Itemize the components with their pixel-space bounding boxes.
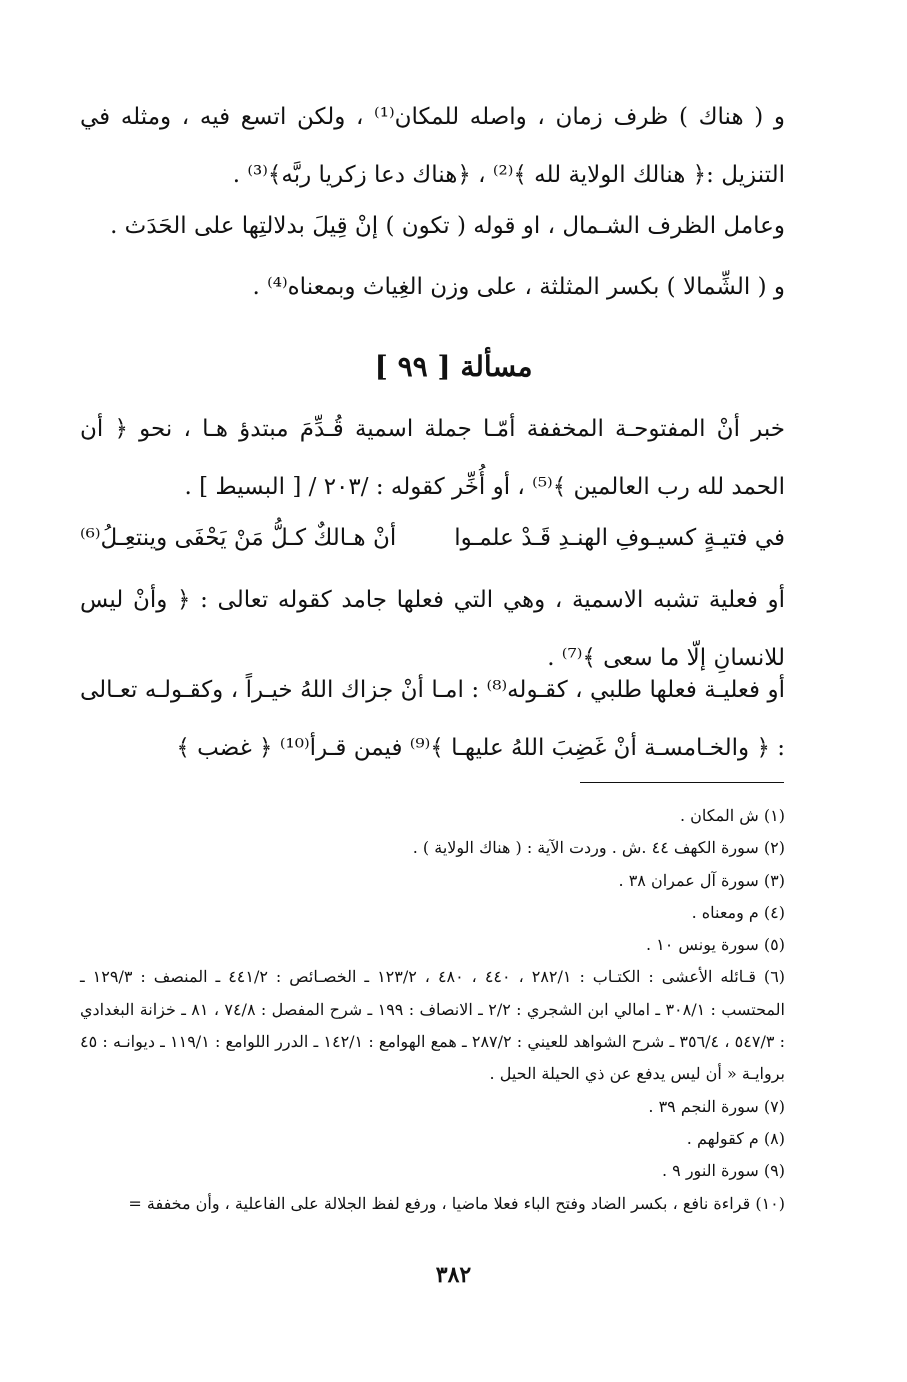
- paragraph-khabar-an: خبر أنْ المفتوحـة المخففة أمّـا جملة اسمية قُـدِّمَ مبتدؤ هـا ، نحو ﴿ أن الحمد لله رب العالمين ﴾⁽⁵⁾ ، أو أُخِّر كقوله : /٢٠٣ / [ البسيط ] .: [80, 416, 785, 500]
- footnote-10: (١٠) قراءة نافع ، بكسر الضاد وفتح الباء فعلا ماضيا ، ورفع لفظ الجلالة على الفاعلية ، وأن مخففة =: [128, 1193, 785, 1213]
- footnote-1: (١) ش المكان .: [680, 806, 785, 825]
- paragraph-hunak: و ( هناك ) ظرف زمان ، واصله للمكان⁽¹⁾ ، ولكن اتسع فيه ، ومثله في التنزيل :﴿ هنالك الولاية لله ﴾⁽²⁾ ، ﴿هناك دعا زكريا ربَّه﴾⁽³⁾ .: [80, 104, 785, 188]
- paragraph-zarf-amil: وعامل الظرف الشـمال ، او قوله ( تكون ) إنْ قِيلَ بدلالتِها على الحَدَث .: [110, 213, 785, 239]
- paragraph-filiya-jamid: أو فعلية تشبه الاسمية ، وهي التي فعلها جامد كقوله تعالى : ﴿ وأنْ ليس للانسانِ إلّا ما سعى ﴾⁽⁷⁾ .: [80, 587, 785, 671]
- footnote-4: (٤) م ومعناه .: [691, 902, 785, 922]
- section-heading: مسألة [ ٩٩ ]: [374, 350, 533, 383]
- footnotes-list: [80, 800, 785, 1220]
- footnote-8: (٨) م كقولهم .: [686, 1128, 785, 1148]
- verse-first-hemistich: في فتيـةٍ كسيـوفِ الهنـدِ قَـدْ علمـوا: [454, 525, 785, 551]
- page-number: ٣٨٢: [435, 1262, 472, 1288]
- paragraph-shimala: و ( الشِّمالا ) بكسر المثلثة ، على وزن الغِياث وبمعناه⁽⁴⁾ .: [252, 274, 785, 300]
- poetry-verse: [80, 509, 785, 567]
- footnote-2: (٢) سورة الكهف ٤٤ .ش . وردت الآية : ( هناك الولاية ) .: [412, 838, 785, 858]
- verse-second-hemistich: أنْ هـالكٌ كـلُّ مَنْ يَحْفَى وينتعِـلُ⁽⁶⁾: [80, 525, 397, 551]
- paragraph-filiya-talabi: أو فعليـة فعلها طلبي ، كقـوله⁽⁸⁾ : امـا أنْ جزاك اللهُ خيـراً ، وكقـولـه تعـالى : ﴿ والخـامسـة أنْ غَضِبَ اللهُ عليهـا ﴾⁽⁹⁾ فيمن قـرأ⁽¹⁰⁾ ﴿ غضب ﴾: [80, 677, 785, 761]
- footnote-divider: [580, 782, 784, 783]
- footnote-9: (٩) سورة النور ٩ .: [661, 1161, 785, 1181]
- footnote-5: (٥) سورة يونس ١٠ .: [645, 935, 785, 955]
- footnote-7: (٧) سورة النجم ٣٩ .: [648, 1096, 785, 1116]
- footnote-6: (٦) قـائله الأعشى : الكتـاب : ٢٨٢/١ ، ٤٤٠ ، ٤٨٠ ، ١٢٣/٢ ـ الخصـائص : ٤٤١/٢ ـ المنصف : ١٢٩/٣ ـ المحتسب : ٣٠٨/١ ـ امالي ابن الشجري : ٢/٢ ـ الانصاف : ١٩٩ ـ شرح المفصل : ٧٤/٨ ، ٨١ ـ خزانة البغدادي : ٥٤٧/٣ ، ٣٥٦/٤ ـ شرح الشواهد للعيني : ٢٨٧/٢ ـ همع الهوامع : ١٤٢/١ ـ الدرر اللوامع : ١١٩/١ ـ ديوانـه : ٤٥ بروايـة « أن ليس يدفع عن ذي الحيلة الحيل .: [80, 967, 786, 1084]
- footnote-3: (٣) سورة آل عمران ٣٨ .: [618, 870, 785, 890]
